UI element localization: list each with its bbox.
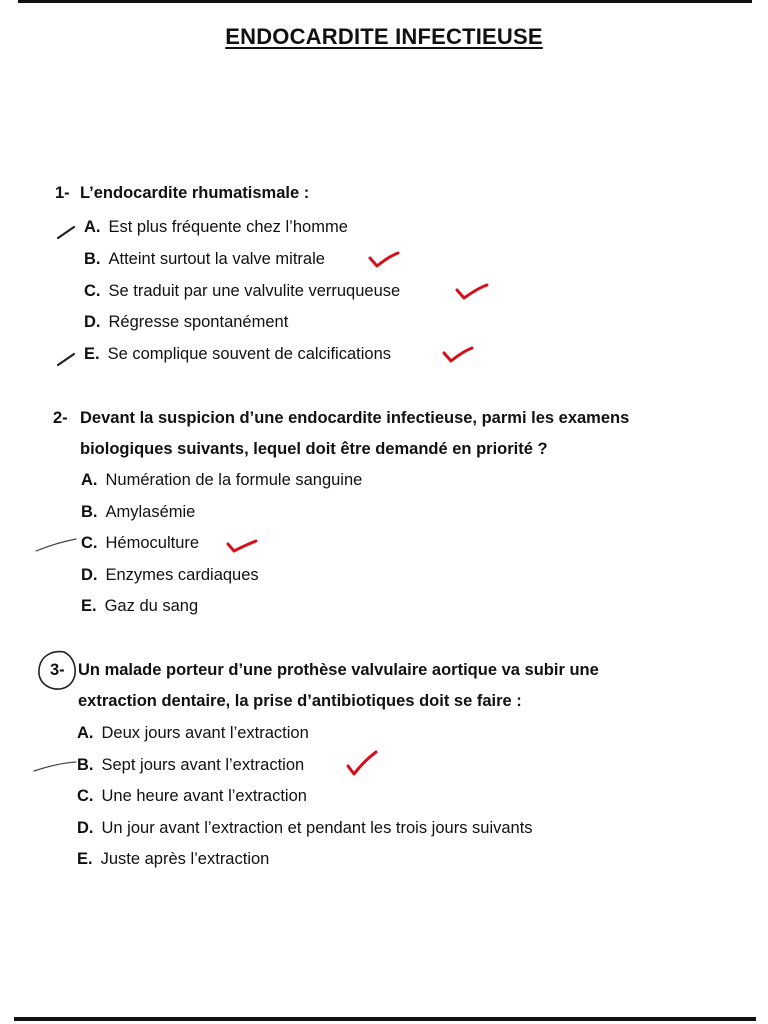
option-letter: D. <box>77 819 94 837</box>
option-1c <box>84 282 400 301</box>
question-number: 1- <box>55 184 70 202</box>
top-rule <box>18 0 752 3</box>
question-text-line-1: Devant la suspicion d’une endocardite infectieuse, parmi les examens <box>80 409 630 427</box>
option-letter: A. <box>77 724 94 742</box>
option-letter: B. <box>81 503 98 521</box>
option-letter: C. <box>84 282 101 300</box>
option-letter: B. <box>84 250 101 268</box>
question-number: 2- <box>53 409 68 427</box>
question-text-line-2: biologiques suivants, lequel doit être demandé en priorité ? <box>80 440 548 458</box>
option-2c <box>81 534 199 553</box>
option-2b <box>81 503 195 522</box>
option-2a <box>81 471 362 490</box>
pencil-tick-mark <box>34 536 78 554</box>
red-check-mark <box>346 750 378 778</box>
option-letter: D. <box>84 313 101 331</box>
option-text: Numération de la formule sanguine <box>105 471 363 489</box>
option-3d <box>77 819 533 838</box>
option-text: Se complique souvent de calcifications <box>107 345 392 363</box>
option-letter: E. <box>77 850 93 868</box>
option-2e <box>81 597 198 616</box>
question-text-line-2: extraction dentaire, la prise d’antibiotiques doit se faire : <box>78 692 522 710</box>
option-text: Atteint surtout la valve mitrale <box>108 250 325 268</box>
pencil-tick-mark <box>56 224 78 240</box>
red-check-mark <box>455 282 489 302</box>
option-text: Amylasémie <box>105 503 196 521</box>
option-1b <box>84 250 325 269</box>
red-check-mark <box>226 537 258 555</box>
option-1a <box>84 218 348 237</box>
option-letter: B. <box>77 756 94 774</box>
option-text: Un jour avant l’extraction et pendant les trois jours suivants <box>101 819 533 837</box>
option-1e <box>84 345 391 364</box>
option-text: Enzymes cardiaques <box>105 566 259 584</box>
option-text: Hémoculture <box>105 534 200 552</box>
option-text: Une heure avant l’extraction <box>101 787 307 805</box>
option-text: Gaz du sang <box>104 597 199 615</box>
option-3a <box>77 724 309 743</box>
red-check-mark <box>442 345 474 365</box>
option-text: Régresse spontanément <box>108 313 289 331</box>
option-letter: A. <box>84 218 101 236</box>
option-letter: A. <box>81 471 98 489</box>
pencil-tick-mark <box>56 351 78 367</box>
option-letter: E. <box>81 597 97 615</box>
handwritten-circle-mark <box>34 648 84 694</box>
option-letter: C. <box>77 787 94 805</box>
option-text: Est plus fréquente chez l’homme <box>108 218 348 236</box>
option-text: Deux jours avant l’extraction <box>101 724 309 742</box>
pencil-tick-mark <box>32 758 78 774</box>
option-text: Sept jours avant l’extraction <box>101 756 305 774</box>
option-text: Se traduit par une valvulite verruqueuse <box>108 282 401 300</box>
option-1d <box>84 313 288 332</box>
option-letter: D. <box>81 566 98 584</box>
question-text: L’endocardite rhumatismale : <box>80 184 310 202</box>
page-title: ENDOCARDITE INFECTIEUSE <box>225 24 543 49</box>
option-text: Juste après l’extraction <box>100 850 270 868</box>
question-text-line-1: Un malade porteur d’une prothèse valvulaire aortique va subir une <box>78 661 599 679</box>
option-3b <box>77 756 304 775</box>
option-letter: C. <box>81 534 98 552</box>
option-3e <box>77 850 269 869</box>
question-number: 3- <box>50 661 65 679</box>
bottom-rule <box>14 1017 756 1021</box>
option-3c <box>77 787 307 806</box>
option-2d <box>81 566 259 585</box>
red-check-mark <box>368 250 400 270</box>
option-letter: E. <box>84 345 100 363</box>
